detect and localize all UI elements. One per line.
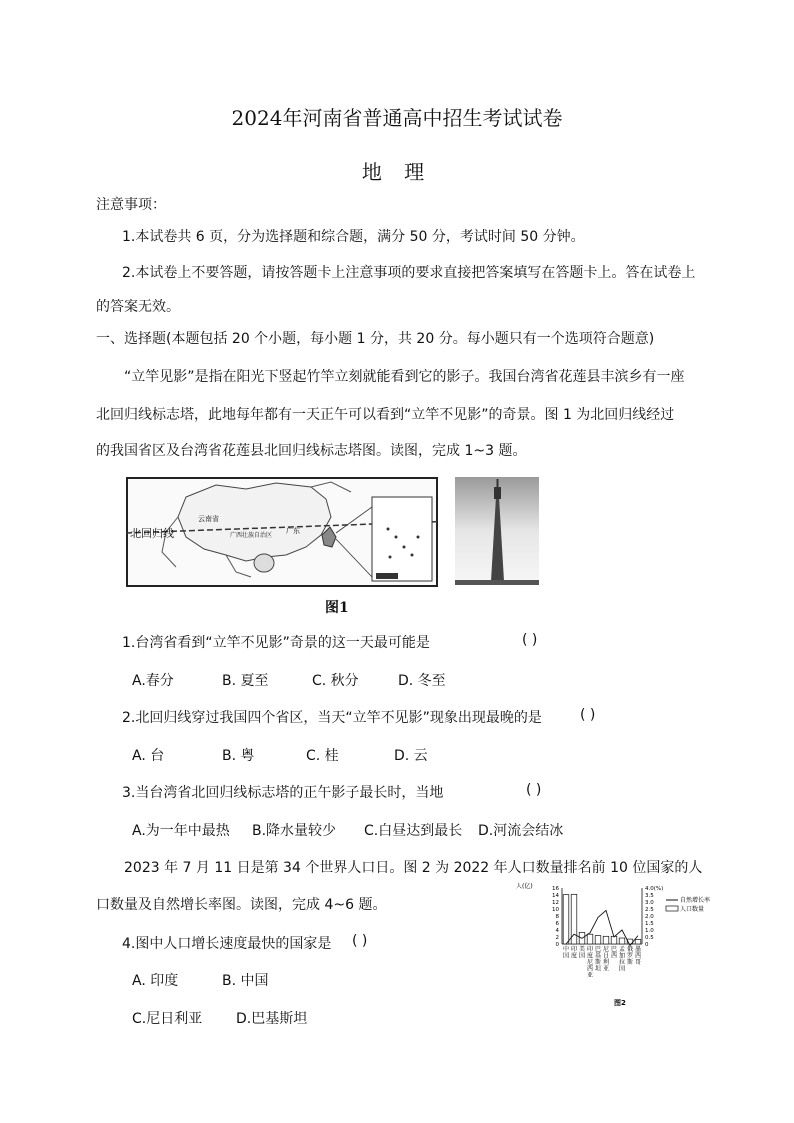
- y2-tick-label: 2.5: [645, 907, 654, 913]
- notice-1: 1.本试卷共 6 页，分为选择题和综合题，满分 50 分，考试时间 50 分钟。: [122, 229, 585, 245]
- yunnan-label: 云南省: [198, 515, 219, 523]
- population-bar: [635, 939, 641, 944]
- q1-option-c: C. 秋分: [312, 673, 359, 689]
- y-tick-label: 4: [555, 928, 559, 934]
- passage1-line2: 北回归线标志塔，此地每年都有一天正午可以看到“立竿不见影”的奇景。图 1 为北回归线经过: [96, 407, 675, 423]
- y-tick-label: 16: [552, 886, 559, 892]
- question-4-stem: 4.图中人口增长速度最快的国家是: [122, 936, 332, 952]
- q2-option-c: C. 桂: [306, 748, 339, 764]
- q4-option-b: B. 中国: [222, 973, 269, 989]
- passage2-line2: 口数量及自然增长率图。读图，完成 4~6 题。: [96, 897, 387, 913]
- guangxi-label: 广西壮族自治区: [230, 532, 273, 539]
- y2-tick-label: 3.5: [645, 893, 654, 899]
- question-4-answer-paren: ( ): [352, 933, 368, 949]
- tropic-label: 北回归线: [130, 527, 174, 540]
- figure2-caption: 图2: [614, 999, 626, 1007]
- population-bar: [595, 936, 601, 944]
- figure1-map: [126, 477, 438, 587]
- q4-option-c: C.尼日利亚: [132, 1011, 203, 1027]
- x-tick-label: 印度尼西亚: [586, 946, 594, 979]
- legend-growth-rate: 自然增长率: [680, 897, 711, 904]
- y2-tick-label: 1.5: [645, 921, 654, 927]
- q1-option-d: D. 冬至: [398, 673, 446, 689]
- notice-2-cont: 的答案无效。: [96, 299, 180, 315]
- x-tick-label: 巴基斯坦: [594, 946, 602, 973]
- y2-tick-label: 4.0(%): [645, 886, 664, 892]
- question-3-stem: 3.当台湾省北回归线标志塔的正午影子最长时，当地: [122, 785, 444, 801]
- y-tick-label: 14: [552, 893, 559, 899]
- exam-title: 2024年河南省普通高中招生考试试卷: [231, 106, 563, 130]
- figure2-chart: [516, 878, 728, 1008]
- y2-tick-label: 3.0: [645, 900, 654, 906]
- x-tick-label: 印度: [570, 946, 578, 960]
- y-tick-label: 2: [555, 935, 559, 941]
- y-tick-label: 8: [555, 914, 559, 920]
- x-tick-label: 孟加拉国: [618, 946, 626, 973]
- population-bar: [619, 938, 625, 944]
- x-tick-label: 巴西: [610, 946, 618, 960]
- q1-option-b: B. 夏至: [222, 673, 269, 689]
- q2-option-d: D. 云: [394, 748, 428, 764]
- q4-option-d: D.巴基斯坦: [236, 1011, 308, 1027]
- section-heading: 一、选择题(本题包括 20 个小题，每小题 1 分，共 20 分。每小题只有一个选项符合题意): [96, 331, 655, 347]
- question-1-stem: 1.台湾省看到“立竿不见影”奇景的这一天最可能是: [122, 635, 430, 651]
- q3-option-a: A.为一年中最热: [132, 823, 230, 839]
- y2-tick-label: 1.0: [645, 928, 654, 934]
- guangdong-label: 广东: [286, 527, 300, 535]
- y-tick-label: 12: [552, 900, 559, 906]
- passage2-line1: 2023 年 7 月 11 日是第 34 个世界人口日。图 2 为 2022 年人口数量排名前 10 位国家的人: [124, 860, 703, 876]
- figure1-caption: 图1: [325, 600, 349, 616]
- question-2-answer-paren: ( ): [580, 707, 596, 723]
- legend-population: 人口数量: [680, 906, 705, 913]
- y-tick-label: 6: [555, 921, 559, 927]
- q4-option-a: A. 印度: [132, 973, 179, 989]
- q3-option-d: D.河流会结冰: [478, 823, 564, 839]
- population-bar: [563, 895, 569, 944]
- y-tick-label: 10: [552, 907, 559, 913]
- x-tick-label: 尼日利亚: [602, 946, 610, 973]
- passage1-line3: 的我国省区及台湾省花莲县北回归线标志塔图。读图，完成 1~3 题。: [96, 443, 527, 459]
- y2-tick-label: 0: [645, 942, 649, 948]
- figure1-tower-photo: [455, 477, 539, 585]
- y-tick-label: 0: [555, 942, 559, 948]
- question-2-stem: 2.北回归线穿过我国四个省区，当天“立竿不见影”现象出现最晚的是: [122, 710, 542, 726]
- notice-heading: 注意事项：: [96, 197, 166, 213]
- y-axis-label: 人(亿): [516, 883, 533, 890]
- legend-bar-swatch: [666, 906, 678, 911]
- x-tick-label: 墨西哥: [634, 946, 642, 966]
- q2-option-a: A. 台: [132, 748, 165, 764]
- notice-2: 2.本试卷上不要答题，请按答题卡上注意事项的要求直接把答案填写在答题卡上。答在试卷上: [122, 265, 696, 281]
- x-tick-label: 中国: [562, 946, 570, 960]
- q3-option-b: B.降水量较少: [252, 823, 337, 839]
- question-1-answer-paren: ( ): [522, 632, 538, 648]
- subject-title: 地 理: [361, 160, 433, 184]
- population-bar: [587, 934, 593, 944]
- y2-tick-label: 0.5: [645, 935, 654, 941]
- passage1-line1: “立竿见影”是指在阳光下竖起竹竿立刻就能看到它的影子。我国台湾省花莲县丰滨乡有一座: [124, 369, 685, 385]
- q3-option-c: C.白昼达到最长: [364, 823, 463, 839]
- population-bar: [603, 936, 609, 944]
- x-tick-label: 美国: [578, 946, 586, 960]
- q2-option-b: B. 粤: [222, 748, 255, 764]
- y2-tick-label: 2.0: [645, 914, 654, 920]
- q1-option-a: A.春分: [132, 673, 174, 689]
- question-3-answer-paren: ( ): [526, 782, 542, 798]
- x-tick-label: 俄罗斯: [626, 946, 634, 966]
